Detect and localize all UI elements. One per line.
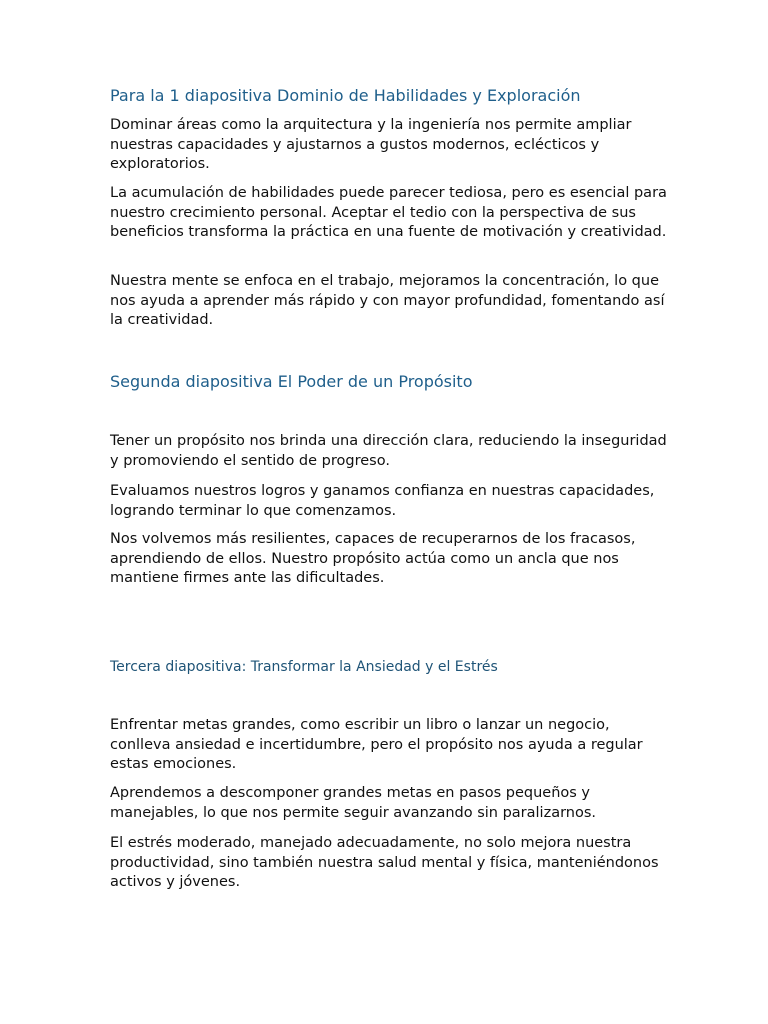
section-3-paragraph-1: Enfrentar metas grandes, como escribir un libro o lanzar un negocio, conlleva ansiedad e incertidumbre, pero el propósito nos ayuda a regular estas emociones.: [110, 717, 643, 773]
section-1-paragraph-2: La acumulación de habilidades puede parecer tediosa, pero es esencial para nuestro crecimiento personal. Aceptar el tedio con la perspectiva de sus beneficios transforma la práctica en una fuente de motivación y creatividad.: [110, 185, 667, 241]
section-2-heading: Segunda diapositiva El Poder de un Propósito: [110, 372, 473, 391]
section-1-paragraph-3: Nuestra mente se enfoca en el trabajo, mejoramos la concentración, lo que nos ayuda a aprender más rápido y con mayor profundidad, fomentando así la creatividad.: [110, 273, 665, 329]
section-3-paragraph-2: Aprendemos a descomponer grandes metas en pasos pequeños y manejables, lo que nos permite seguir avanzando sin paralizarnos.: [110, 785, 597, 821]
section-2-paragraph-2: Evaluamos nuestros logros y ganamos confianza en nuestras capacidades, logrando terminar lo que comenzamos.: [110, 483, 655, 519]
section-3-heading: Tercera diapositiva: Transformar la Ansiedad y el Estrés: [110, 659, 498, 675]
section-1-paragraph-1: Dominar áreas como la arquitectura y la ingeniería nos permite ampliar nuestras capacidades y ajustarnos a gustos modernos, eclécticos y exploratorios.: [110, 117, 632, 173]
section-3-paragraph-3: El estrés moderado, manejado adecuadamente, no solo mejora nuestra productividad, sino también nuestra salud mental y física, manteniéndonos activos y jóvenes.: [110, 835, 659, 891]
section-2-paragraph-1: Tener un propósito nos brinda una dirección clara, reduciendo la inseguridad y promoviendo el sentido de progreso.: [110, 433, 667, 469]
section-1-heading: Para la 1 diapositiva Dominio de Habilidades y Exploración: [110, 86, 581, 105]
section-2-paragraph-3: Nos volvemos más resilientes, capaces de recuperarnos de los fracasos, aprendiendo de ellos. Nuestro propósito actúa como un ancla que nos mantiene firmes ante las dificultades.: [110, 531, 636, 587]
